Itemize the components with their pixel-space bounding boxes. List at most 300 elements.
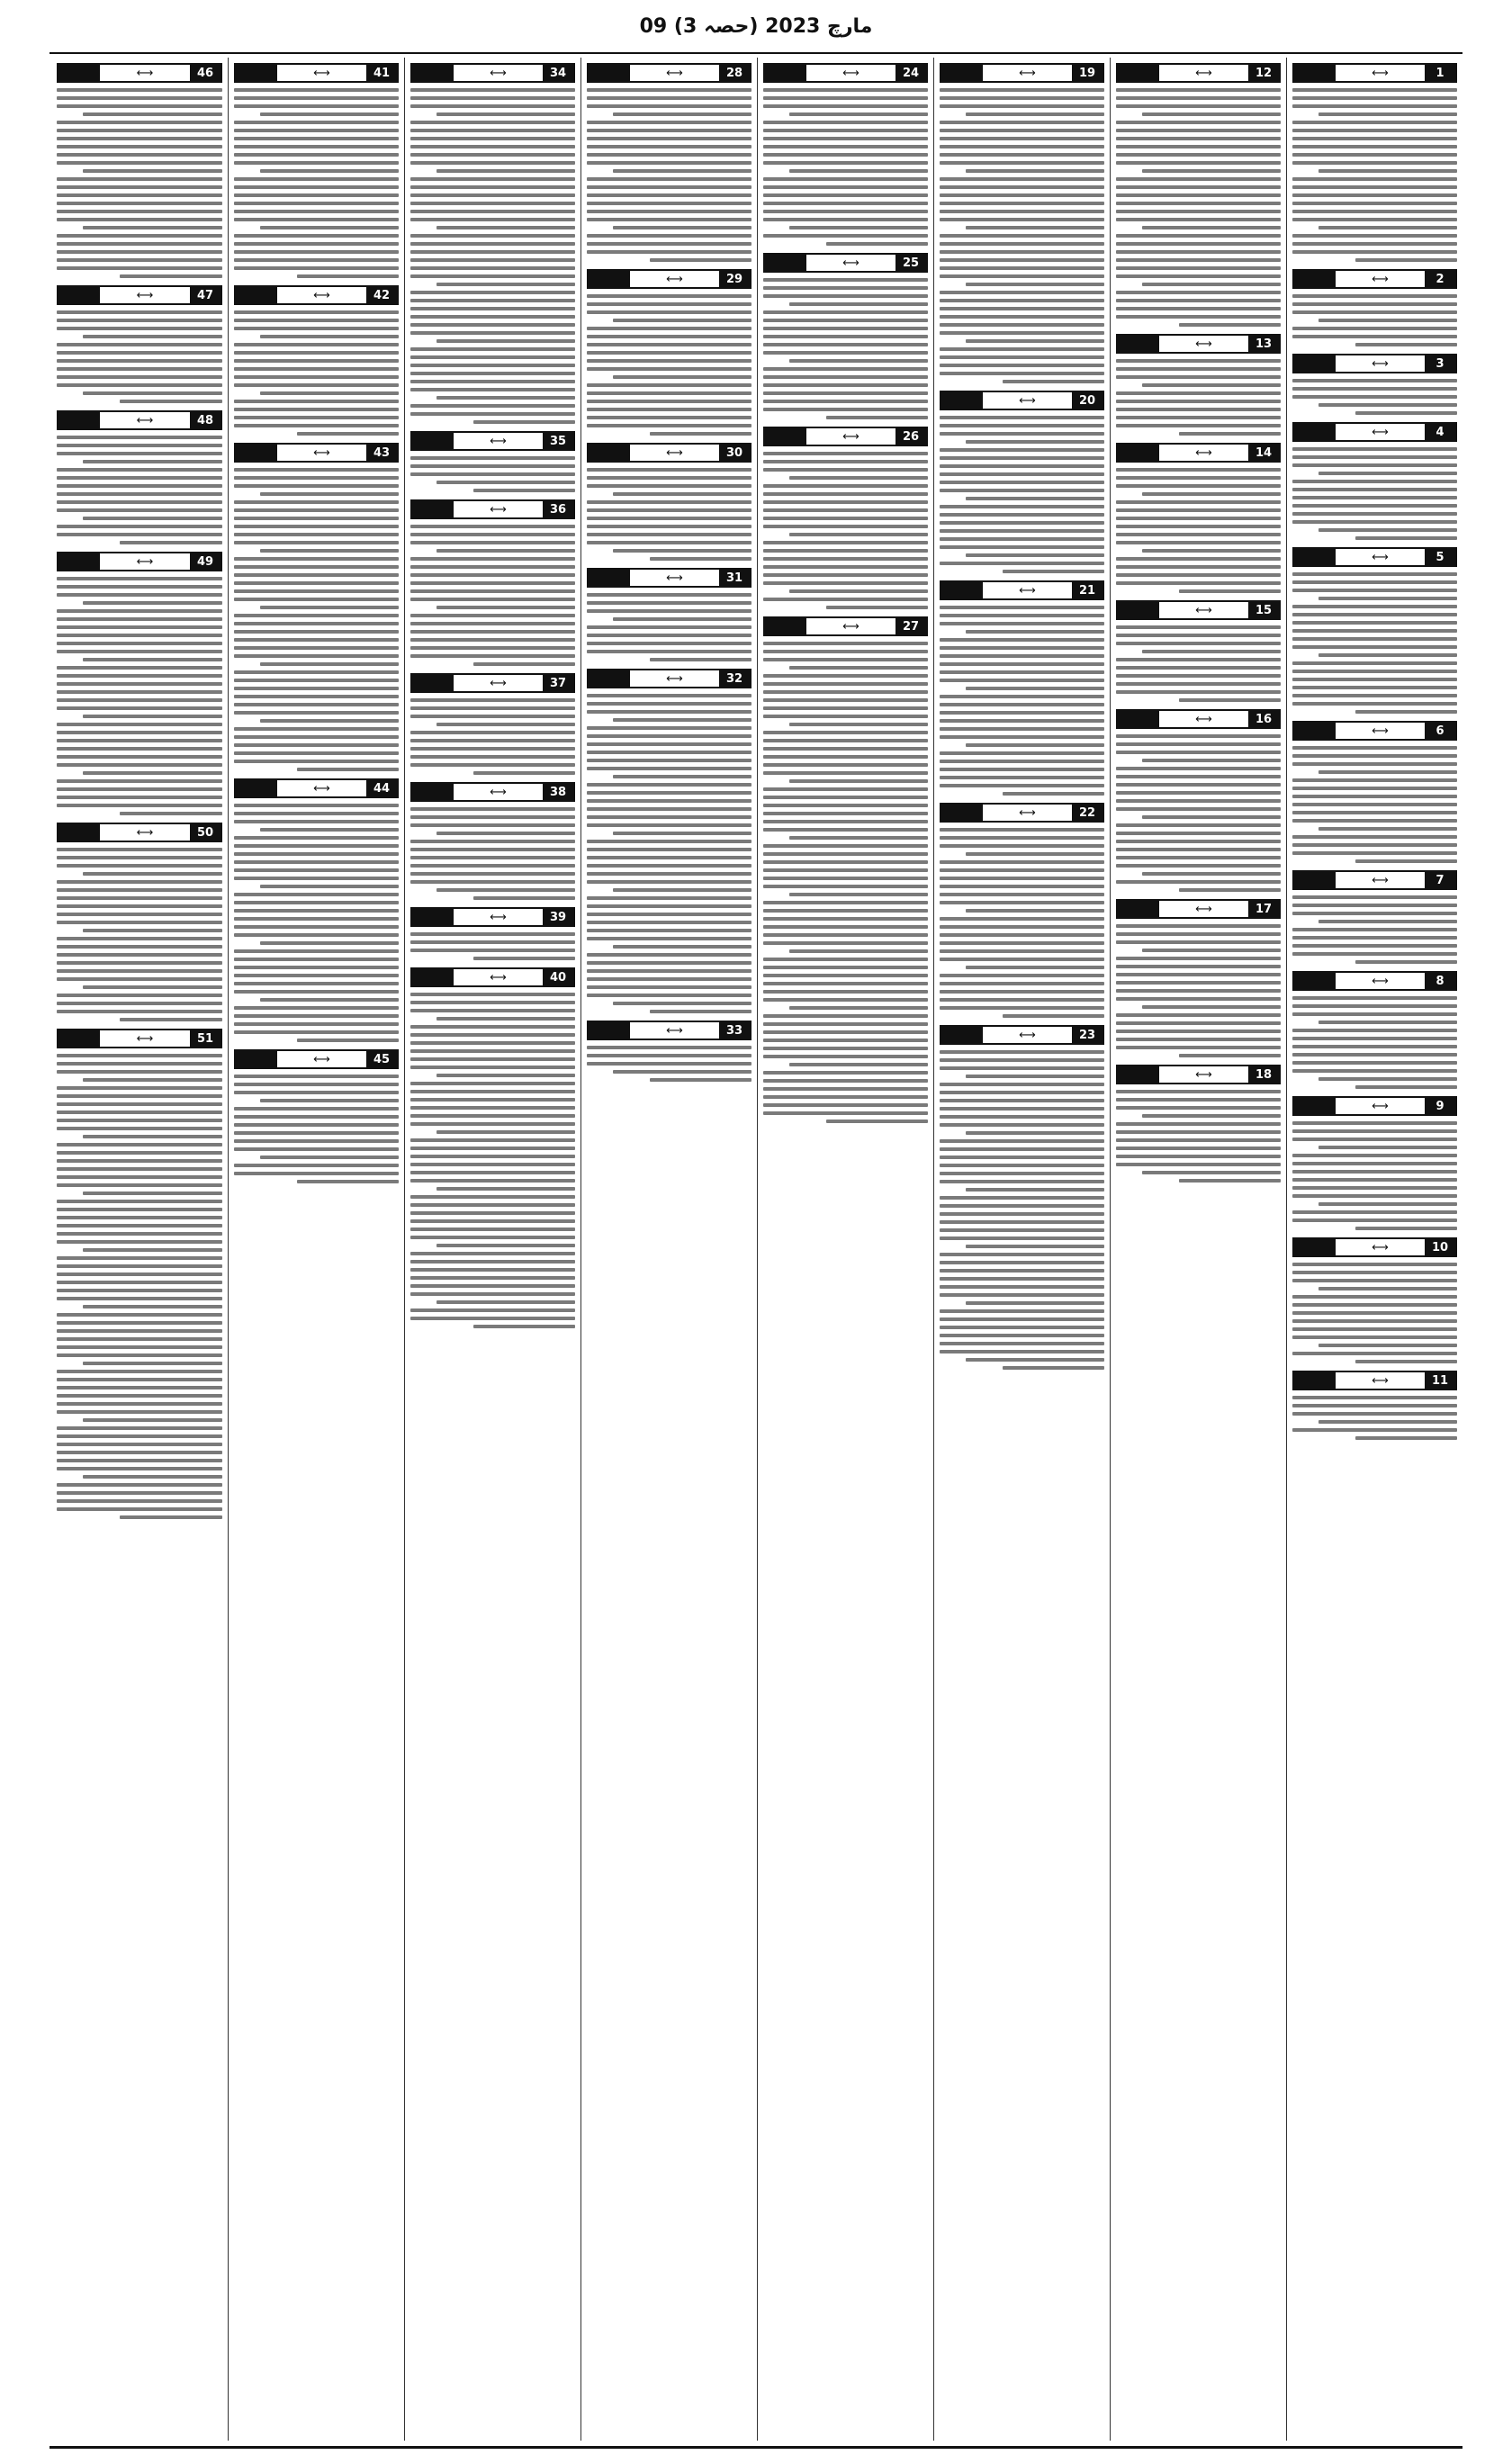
text-line (940, 933, 1104, 937)
news-item (1116, 443, 1281, 595)
item-body-text (234, 86, 399, 280)
item-body-text (940, 826, 1104, 1020)
text-line (763, 129, 928, 132)
text-line (234, 622, 399, 625)
double-arrow-icon: ⟷ (313, 445, 330, 460)
item-body-text (1116, 1088, 1281, 1184)
text-line (587, 400, 752, 403)
text-line (1318, 1146, 1457, 1149)
text-line (234, 121, 399, 124)
text-line (1318, 112, 1457, 116)
text-line (1116, 557, 1281, 561)
text-line (587, 953, 752, 957)
text-line (234, 375, 399, 379)
text-line (1003, 1366, 1104, 1370)
text-line (940, 347, 1104, 351)
text-line (410, 823, 575, 827)
text-line (410, 464, 575, 468)
double-arrow-icon: ⟷ (666, 571, 683, 585)
text-line (940, 654, 1104, 658)
text-line (57, 1143, 222, 1147)
item-header-bar (1116, 1065, 1281, 1084)
item-tag-block (1118, 602, 1159, 618)
text-line (1292, 746, 1457, 750)
text-line (763, 121, 928, 124)
text-line (940, 185, 1104, 189)
double-arrow-icon: ⟷ (842, 429, 860, 444)
double-arrow-icon: ⟷ (313, 781, 330, 796)
double-arrow-icon: ⟷ (1195, 1067, 1212, 1082)
text-line (410, 355, 575, 359)
text-line (1003, 380, 1104, 383)
text-line (650, 658, 752, 661)
text-line (234, 476, 399, 480)
double-arrow-icon: ⟷ (1019, 583, 1036, 598)
text-line (966, 1188, 1104, 1192)
text-line (763, 104, 928, 108)
text-line (1116, 1090, 1281, 1093)
text-line (234, 500, 399, 504)
text-line (1292, 762, 1457, 766)
double-arrow-icon: ⟷ (136, 825, 154, 840)
text-line (1116, 218, 1281, 221)
text-line (1292, 661, 1457, 665)
item-header-bar (587, 568, 752, 588)
text-line (410, 177, 575, 181)
text-line (410, 1236, 575, 1239)
text-line (120, 1515, 222, 1519)
text-line (940, 638, 1104, 642)
text-line (410, 1228, 575, 1231)
item-body-text (410, 697, 575, 777)
text-line (940, 177, 1104, 181)
item-header-bar (763, 427, 928, 446)
text-line (940, 104, 1104, 108)
text-line (410, 880, 575, 884)
text-line (1292, 1029, 1457, 1032)
item-number: 29 (719, 271, 750, 287)
text-line (763, 549, 928, 553)
item-number: 50 (190, 824, 220, 841)
item-body-text (234, 466, 399, 773)
text-line (234, 868, 399, 872)
double-arrow-icon: ⟷ (1372, 550, 1389, 564)
item-header-bar (1292, 721, 1457, 741)
text-line (234, 416, 399, 419)
text-line (650, 432, 752, 436)
item-number: 22 (1072, 805, 1102, 821)
item-header-bar (1292, 971, 1457, 991)
text-line (763, 868, 928, 872)
item-tag-block (1294, 1098, 1336, 1114)
text-line (57, 476, 222, 480)
text-line (587, 129, 752, 132)
double-arrow-icon: ⟷ (490, 970, 507, 985)
text-line (260, 1099, 399, 1102)
text-line (587, 913, 752, 916)
text-line (1116, 137, 1281, 140)
text-line (410, 380, 575, 383)
text-line (763, 917, 928, 921)
text-line (410, 299, 575, 302)
text-line (587, 807, 752, 811)
text-line (587, 121, 752, 124)
column-6 (404, 58, 580, 2441)
text-line (1292, 520, 1457, 524)
text-line (57, 327, 222, 330)
item-number: 32 (719, 670, 750, 687)
item-number: 17 (1248, 901, 1279, 917)
text-line (410, 840, 575, 843)
text-line (234, 327, 399, 330)
text-line (763, 1030, 928, 1034)
text-line (940, 917, 1104, 921)
text-line (940, 646, 1104, 650)
text-line (1292, 1061, 1457, 1065)
text-line (940, 695, 1104, 698)
text-line (940, 1139, 1104, 1143)
text-line (1116, 856, 1281, 859)
text-line (1292, 629, 1457, 633)
item-header-bar (1116, 334, 1281, 354)
item-number: 34 (543, 65, 573, 81)
text-line (410, 581, 575, 585)
item-number: 4 (1425, 424, 1455, 440)
text-line (234, 541, 399, 544)
item-body-text (410, 86, 575, 426)
text-line (83, 112, 222, 116)
news-item (1292, 63, 1457, 264)
text-line (763, 408, 928, 411)
text-line (966, 339, 1104, 343)
text-line (234, 408, 399, 411)
text-line (940, 218, 1104, 221)
text-line (436, 1300, 575, 1304)
text-line (234, 565, 399, 569)
text-line (763, 452, 928, 455)
text-line (1292, 613, 1457, 616)
text-line (763, 185, 928, 189)
text-line (57, 375, 222, 379)
text-line (1116, 177, 1281, 181)
text-line (410, 193, 575, 197)
text-line (940, 868, 1104, 872)
text-line (234, 1115, 399, 1119)
text-line (57, 1386, 222, 1389)
text-line (587, 872, 752, 876)
text-line (57, 1329, 222, 1333)
text-line (1142, 1005, 1281, 1009)
item-tag-block (412, 909, 454, 925)
text-line (587, 202, 752, 205)
text-line (410, 202, 575, 205)
item-body-text (1116, 466, 1281, 595)
text-line (410, 364, 575, 367)
text-line (410, 129, 575, 132)
text-line (966, 497, 1104, 500)
double-arrow-icon: ⟷ (666, 272, 683, 286)
text-line (57, 856, 222, 859)
text-line (410, 1155, 575, 1158)
page-header (0, 0, 1512, 52)
text-line (940, 145, 1104, 148)
text-line (234, 234, 399, 238)
text-line (763, 541, 928, 544)
item-body-text (940, 414, 1104, 575)
text-line (789, 302, 928, 306)
text-line (234, 1172, 399, 1175)
text-line (1318, 1021, 1457, 1024)
item-tag-block (236, 780, 277, 796)
text-line (234, 581, 399, 585)
text-line (1179, 323, 1281, 327)
news-item (940, 803, 1104, 1020)
item-header-bar (763, 616, 928, 636)
text-line (587, 525, 752, 528)
text-line (966, 440, 1104, 444)
text-line (940, 1293, 1104, 1297)
text-line (826, 1120, 928, 1123)
text-line (234, 1083, 399, 1086)
news-item (763, 253, 928, 421)
text-line (57, 1297, 222, 1300)
text-line (587, 977, 752, 981)
text-line (940, 776, 1104, 779)
news-item (763, 427, 928, 611)
item-header-bar (410, 63, 575, 83)
text-line (57, 755, 222, 759)
text-line (587, 88, 752, 92)
text-line (1318, 319, 1457, 322)
news-item (1116, 63, 1281, 328)
text-line (83, 517, 222, 520)
item-body-text (587, 292, 752, 437)
text-line (1292, 795, 1457, 798)
item-tag-block (1118, 445, 1159, 461)
text-line (940, 129, 1104, 132)
text-line (1116, 210, 1281, 213)
text-line (410, 706, 575, 710)
item-tag-block (412, 969, 454, 985)
text-line (966, 909, 1104, 913)
item-tag-block (1118, 901, 1159, 917)
text-line (1142, 1171, 1281, 1174)
text-line (57, 500, 222, 504)
text-line (83, 985, 222, 989)
text-line (57, 1459, 222, 1462)
text-line (940, 828, 1104, 832)
text-line (57, 1183, 222, 1187)
text-line (57, 367, 222, 371)
item-body-text (1292, 445, 1457, 542)
text-line (966, 966, 1104, 969)
text-line (1142, 549, 1281, 553)
text-line (410, 1001, 575, 1004)
text-line (1292, 637, 1457, 641)
news-item (410, 967, 575, 1330)
text-line (1116, 508, 1281, 512)
text-line (1292, 512, 1457, 516)
double-arrow-icon: ⟷ (1372, 272, 1389, 286)
item-number: 11 (1425, 1372, 1455, 1389)
news-item (587, 443, 752, 562)
text-line (297, 1039, 399, 1042)
text-line (940, 844, 1104, 848)
item-number: 46 (190, 65, 220, 81)
text-line (613, 775, 752, 778)
text-line (763, 885, 928, 888)
text-line (436, 1187, 575, 1191)
text-line (613, 718, 752, 722)
text-line (763, 1014, 928, 1018)
text-line (763, 351, 928, 355)
double-arrow-icon: ⟷ (490, 66, 507, 80)
text-line (587, 904, 752, 908)
text-line (234, 589, 399, 593)
text-line (1116, 533, 1281, 536)
text-line (940, 860, 1104, 864)
text-line (1318, 920, 1457, 923)
text-line (1116, 416, 1281, 419)
text-line (410, 1114, 575, 1118)
text-line (789, 836, 928, 840)
text-line (940, 1236, 1104, 1240)
text-line (650, 258, 752, 262)
item-tag-block (236, 1051, 277, 1067)
text-line (234, 104, 399, 108)
item-header-bar (1292, 422, 1457, 442)
item-number: 23 (1072, 1027, 1102, 1043)
text-line (613, 549, 752, 553)
text-line (940, 877, 1104, 880)
text-line (234, 202, 399, 205)
text-line (1292, 605, 1457, 608)
text-line (57, 234, 222, 238)
text-line (1318, 1344, 1457, 1347)
text-line (763, 1095, 928, 1099)
text-line (940, 545, 1104, 549)
text-line (1318, 403, 1457, 407)
text-line (234, 893, 399, 896)
text-line (763, 812, 928, 815)
text-line (587, 242, 752, 246)
text-line (234, 670, 399, 674)
text-line (763, 844, 928, 848)
text-line (57, 484, 222, 488)
item-number: 25 (896, 255, 926, 271)
text-line (940, 372, 1104, 375)
text-line (763, 367, 928, 371)
double-arrow-icon: ⟷ (666, 66, 683, 80)
text-line (763, 771, 928, 775)
text-line (1142, 1114, 1281, 1118)
text-line (763, 400, 928, 403)
text-line (587, 424, 752, 427)
text-line (1292, 589, 1457, 592)
text-line (587, 742, 752, 746)
item-header-bar (410, 782, 575, 802)
text-line (234, 242, 399, 246)
text-line (57, 383, 222, 387)
text-line (1116, 121, 1281, 124)
text-line (1355, 859, 1457, 863)
text-line (436, 169, 575, 173)
item-header-bar (940, 63, 1104, 83)
item-tag-block (1294, 872, 1336, 888)
text-line (587, 823, 752, 827)
text-line (763, 161, 928, 165)
text-line (1116, 250, 1281, 254)
column-8 (51, 58, 228, 2441)
text-line (587, 153, 752, 157)
text-line (234, 129, 399, 132)
text-line (763, 286, 928, 290)
item-tag-block (941, 65, 983, 81)
item-body-text (1292, 292, 1457, 348)
text-line (234, 1139, 399, 1143)
news-item (410, 499, 575, 668)
text-line (940, 210, 1104, 213)
text-line (436, 832, 575, 835)
item-body-text (1116, 624, 1281, 704)
text-line (613, 169, 752, 173)
text-line (1116, 1130, 1281, 1134)
text-line (1142, 383, 1281, 387)
text-line (410, 622, 575, 625)
item-tag-block (1294, 65, 1336, 81)
text-line (1116, 307, 1281, 310)
text-line (1292, 1170, 1457, 1174)
item-body-text (1292, 377, 1457, 417)
double-arrow-icon: ⟷ (666, 445, 683, 460)
text-line (1116, 1046, 1281, 1049)
item-tag-block (1294, 355, 1336, 372)
text-line (1116, 258, 1281, 262)
text-line (826, 242, 928, 246)
text-line (1116, 359, 1281, 363)
text-line (410, 646, 575, 650)
text-line (1116, 1021, 1281, 1025)
item-number: 8 (1425, 973, 1455, 989)
text-line (410, 1082, 575, 1085)
text-line (234, 210, 399, 213)
double-arrow-icon: ⟷ (1372, 1099, 1389, 1113)
text-line (57, 310, 222, 314)
text-line (940, 622, 1104, 625)
text-line (57, 945, 222, 949)
text-line (763, 460, 928, 463)
text-line (410, 121, 575, 124)
text-line (1292, 936, 1457, 940)
text-line (587, 218, 752, 221)
text-line (763, 294, 928, 298)
header-rule (50, 52, 1462, 54)
text-line (1292, 1335, 1457, 1339)
double-arrow-icon: ⟷ (1372, 425, 1389, 439)
text-line (940, 1269, 1104, 1272)
text-line (436, 1130, 575, 1134)
text-line (234, 735, 399, 739)
item-tag-block (412, 65, 454, 81)
double-arrow-icon: ⟷ (666, 671, 683, 686)
text-line (260, 112, 399, 116)
text-line (1318, 597, 1457, 600)
text-line (763, 391, 928, 395)
text-line (1292, 1178, 1457, 1182)
text-line (1142, 169, 1281, 173)
text-line (1142, 650, 1281, 653)
text-line (234, 137, 399, 140)
